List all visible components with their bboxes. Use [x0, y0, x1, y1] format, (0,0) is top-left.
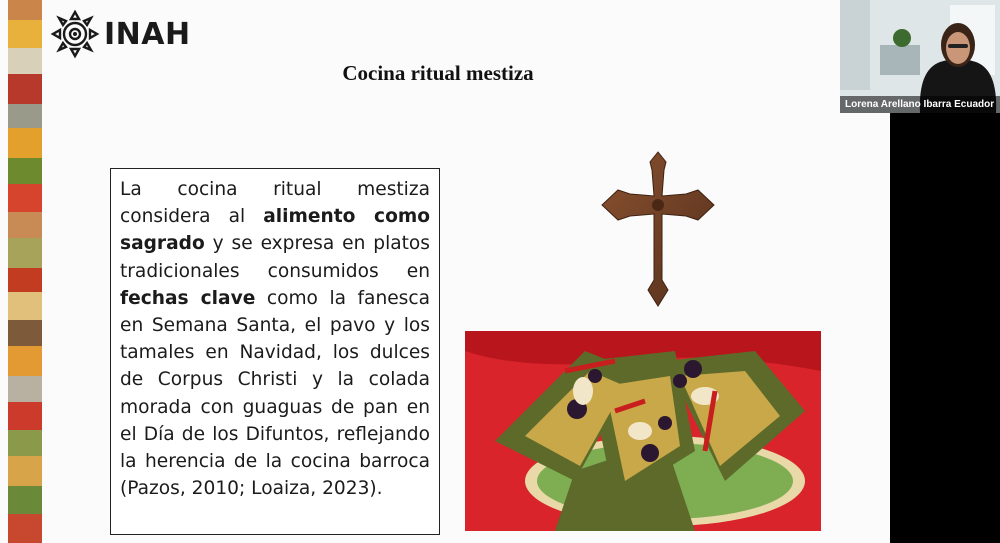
text-segment-1: La cocina ritual mestiza considera al	[120, 179, 430, 228]
inah-logo-icon	[50, 9, 100, 59]
inah-logo	[50, 9, 191, 59]
tamales-photo	[465, 331, 821, 531]
participant-video-tile[interactable]	[840, 0, 1000, 113]
text-segment-3: como la fanesca en Semana Santa, el pavo y los tamales en Navidad, los dulces de Corpus Christi y la colada morada con guaguas de pan en el Día de los Difuntos, reflejando la herencia de la cocina barroca (Pazos, 2010; Loaiza, 2023).	[120, 287, 430, 500]
bold-segment-2: fechas clave	[120, 287, 256, 309]
text-segment-2: y se expresa en platos tradicionales consumidos en	[120, 233, 430, 282]
ornate-cross-icon	[598, 150, 718, 310]
body-text-box	[110, 168, 440, 535]
slide-title: Cocina ritual mestiza	[342, 61, 534, 85]
participant-name-label: Lorena Arellano Ibarra Ecuador	[840, 96, 1000, 113]
bold-segment-1: alimento como sagrado	[120, 206, 430, 255]
logo-text: INAH	[104, 16, 191, 52]
